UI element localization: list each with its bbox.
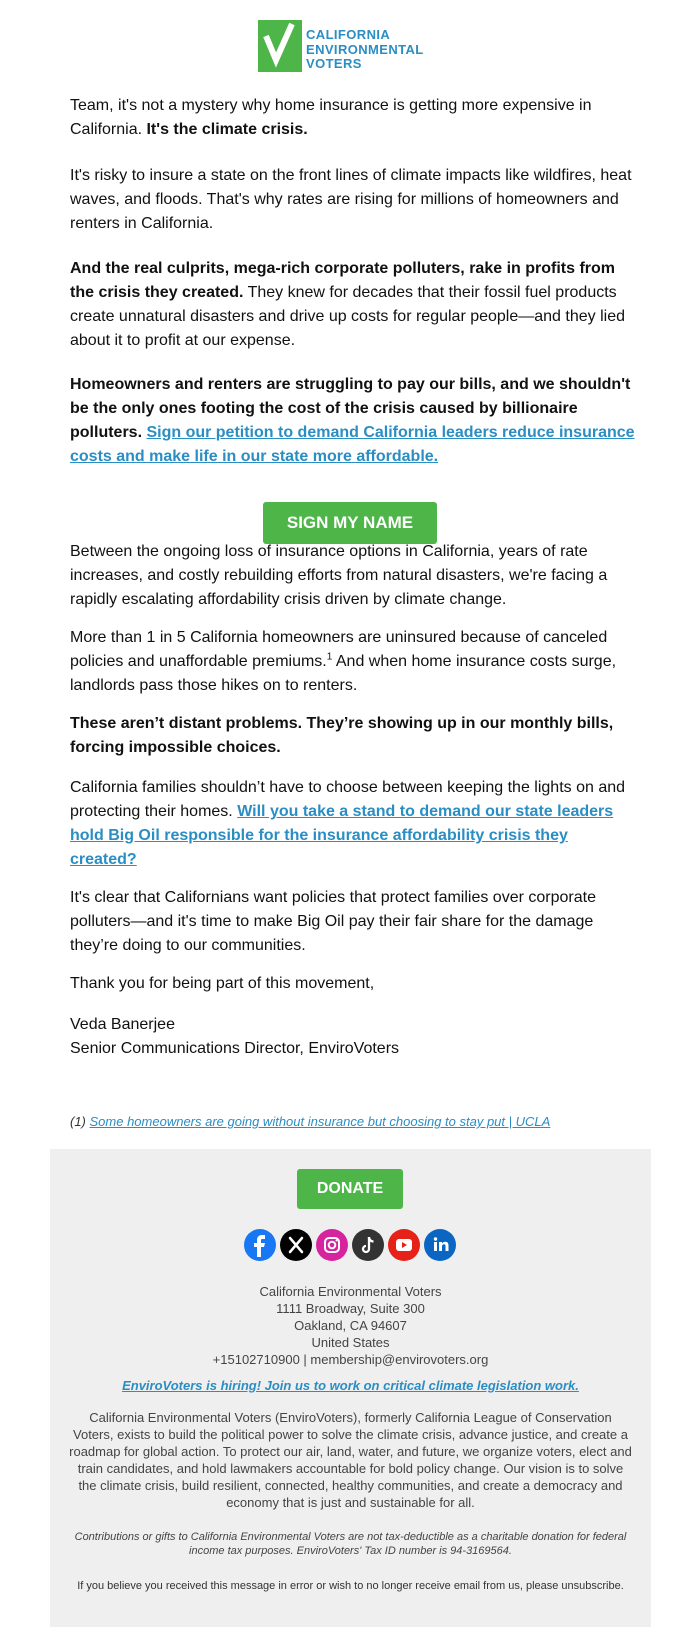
instagram-icon[interactable]: [316, 1229, 348, 1261]
signature: [70, 1013, 635, 1061]
footnote-marker: 1: [326, 651, 333, 663]
petition-paragraph: Homeowners and renters are struggling to pay our bills, and we shouldn't be the only ones footing the cost of the crisis caused by billionaire polluters. Sign our petition to demand California leaders reduce insurance costs and make life in our state more affordable.: [70, 376, 635, 465]
intro-paragraph: Team, it's not a mystery why home insurance is getting more expensive in California. It's the climate crisis.: [70, 97, 592, 138]
problems-paragraph: These aren’t distant problems. They’re showing up in our monthly bills, forcing impossible choices.: [70, 715, 614, 756]
social-links: [244, 1229, 457, 1263]
risk-paragraph: It's risky to insure a state on the front lines of climate impacts like wildfires, heat waves, and floods. That's why rates are rising for millions of homeowners and renters in California.: [70, 167, 632, 232]
mailing-address: California Environmental Voters 1111 Broadway, Suite 300 Oakland, CA 94607 United States +15102710900 | membership@envirovoters.org: [212, 1284, 489, 1367]
logo-wordmark: CALIFORNIA ENVIRONMENTAL VOTERS: [306, 27, 424, 71]
stand-paragraph: California families shouldn’t have to choose between keeping the lights on and protecting their homes. Will you take a stand to demand our state leaders hold Big Oil responsible for the insurance affordability crisis they created?: [70, 779, 626, 868]
checkmark-logo-icon: [258, 20, 302, 72]
facebook-icon[interactable]: [244, 1229, 276, 1261]
footnote-link[interactable]: Some homeowners are going without insurance but choosing to stay put | UCLA: [89, 1114, 551, 1129]
donate-button[interactable]: DONATE: [297, 1169, 403, 1209]
thank-you-paragraph: Thank you for being part of this movement,: [70, 975, 375, 992]
unsubscribe-text[interactable]: If you believe you received this message in error or wish to no longer receive email from us, please unsubscribe.: [77, 1580, 624, 1592]
affordability-paragraph: Between the ongoing loss of insurance options in California, years of rate increases, and costly rebuilding efforts from natural disasters, we're facing a rapidly escalating affordability crisis driven by climate change.: [70, 543, 608, 608]
tiktok-icon[interactable]: [352, 1229, 384, 1261]
footer: [50, 1149, 651, 1627]
uninsured-paragraph: More than 1 in 5 California homeowners are uninsured because of canceled policies and unaffordable premiums.$^1$ And when home insurance costs surge, landlords pass those hikes on to renters.: [70, 629, 617, 694]
big-oil-paragraph: It's clear that Californians want policies that protect families over corporate polluters—and it's time to make Big Oil pay their fair share for the damage they’re doing to our communities.: [70, 889, 596, 954]
signature-name: Veda Banerjee: [70, 1016, 175, 1033]
hiring-notice: [50, 1378, 651, 1393]
petition-link[interactable]: Sign our petition to demand California leaders reduce insurance costs and make life in our state more affordable.: [70, 424, 635, 465]
culprits-paragraph: And the real culprits, mega-rich corporate polluters, rake in profits from the crisis they created. They knew for decades that their fossil fuel products create unnatural disasters and drive up costs for regular people—and they lied about it to profit at our expense.: [70, 260, 625, 349]
tax-disclaimer: Contributions or gifts to California Environmental Voters are not tax-deductible as a charitable donation for federal income tax purposes. EnviroVoters' Tax ID number is 94-3169564.: [74, 1531, 627, 1557]
take-a-stand-link[interactable]: Will you take a stand to demand our state leaders hold Big Oil responsible for the insurance affordability crisis they created?: [70, 803, 614, 868]
logo: [258, 18, 448, 74]
hiring-link[interactable]: EnviroVoters is hiring! Join us to work on critical climate legislation work.: [122, 1378, 579, 1393]
x-icon[interactable]: [280, 1229, 312, 1261]
footnote: (1) Some homeowners are going without insurance but choosing to stay put | UCLA: [70, 1114, 551, 1129]
youtube-icon[interactable]: [388, 1229, 420, 1261]
signature-title: Senior Communications Director, EnviroVoters: [70, 1040, 400, 1057]
sign-my-name-button[interactable]: SIGN MY NAME: [263, 502, 437, 544]
linkedin-icon[interactable]: [424, 1229, 456, 1261]
about-text: California Environmental Voters (EnviroVoters), formerly California League of Conservation Voters, exists to build the political power to solve the climate crisis, advance justice, and create a roadmap for global action. To protect our air, land, water, and future, we organize voters, elect and train candidates, and hold lawmakers accountable for bold policy change. Our vision is to solve the climate crisis, build resilient, connected, healthy communities, and create a democracy and economy that is just and sustainable for all.: [69, 1410, 632, 1510]
